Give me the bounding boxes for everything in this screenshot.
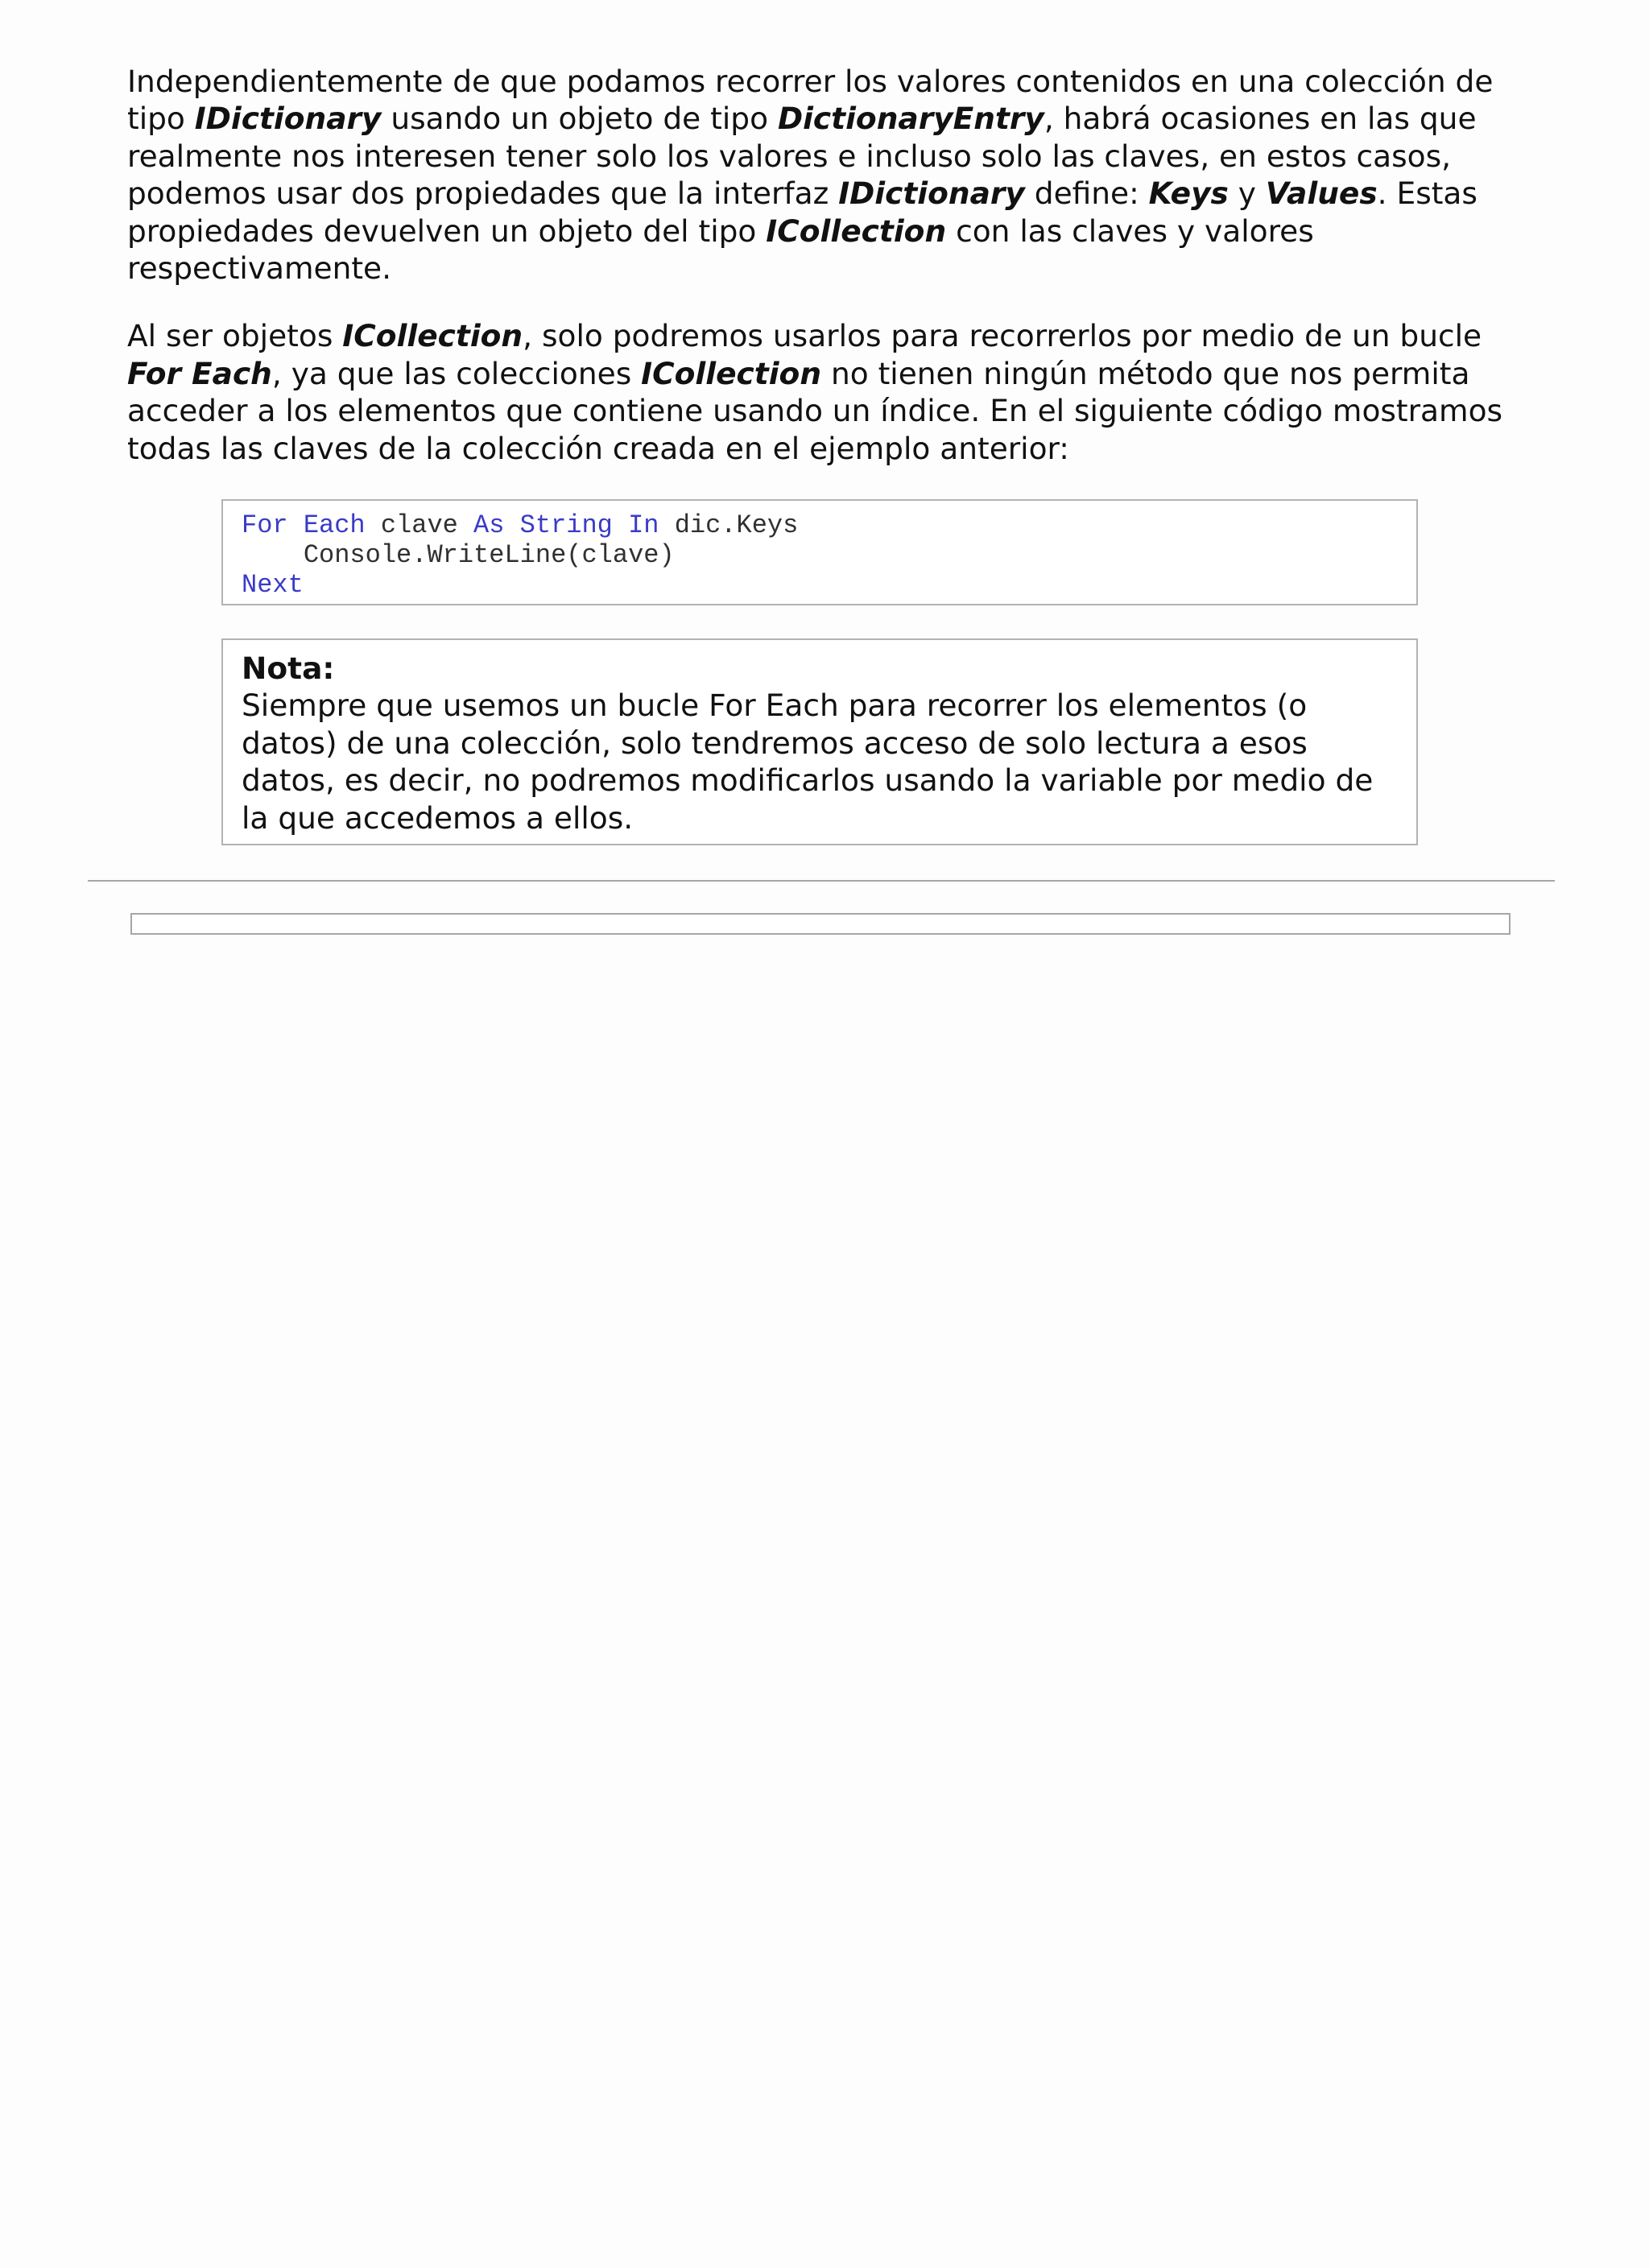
footer-box (130, 913, 1511, 935)
paragraph-text: , habrá ocasiones en las que realmente nos interesen tener solo los valores e incluso solo las claves, en estos casos, podemos usar dos propiedades que la interfaz (127, 101, 1477, 212)
paragraph-text: con las claves y valores respectivamente. (127, 213, 1314, 287)
term-values: Values (1265, 176, 1378, 212)
paragraph-text: no tienen ningún método que nos permita acceder a los elementos que contiene usando un índice. En el siguiente código mostramos todas las claves de la colección creada en el ejemplo anterior: (127, 355, 1503, 466)
term-icollection: ICollection (641, 355, 822, 391)
code-text: Console.WriteLine(clave) (242, 540, 675, 570)
note-box (221, 638, 1418, 845)
document-body (127, 63, 1530, 467)
paragraph-text: , solo podremos usarlos para recorrerlos por medio de un bucle (523, 318, 1482, 354)
code-block (221, 499, 1418, 605)
note-title: Nota: (242, 651, 335, 686)
code-listing (242, 510, 1416, 600)
term-idictionary: IDictionary (838, 176, 1025, 212)
paragraph-text: define: (1024, 176, 1149, 212)
paragraph-text: , ya que las colecciones (271, 355, 642, 391)
term-icollection: ICollection (342, 318, 523, 354)
code-text: dic.Keys (659, 510, 799, 540)
paragraph-text: Independientemente de que podamos recorrer los valores contenidos en una colección de tipo (127, 64, 1494, 137)
paragraph-text: . Estas propiedades devuelven un objeto del tipo (127, 176, 1477, 249)
term-keys: Keys (1148, 176, 1229, 212)
term-dictionaryentry: DictionaryEntry (777, 101, 1044, 137)
term-idictionary: IDictionary (194, 101, 382, 137)
note-body: Siempre que usemos un bucle For Each para recorrer los elementos (o datos) de una colección, solo tendremos acceso de solo lectura a esos datos, es decir, no podremos modificarlos usando la variable por medio de la que accedemos a ellos. (242, 688, 1374, 836)
code-keyword: Next (242, 570, 304, 600)
code-text: clave (365, 510, 474, 540)
term-for-each: For Each (127, 355, 272, 391)
code-keyword: For Each (242, 510, 366, 540)
term-icollection: ICollection (766, 213, 947, 249)
paragraph-intro (127, 63, 1530, 287)
paragraph-text: y (1228, 176, 1266, 212)
paragraph-text: Al ser objetos (127, 318, 343, 354)
paragraph-text: usando un objeto de tipo (381, 101, 778, 137)
horizontal-divider (88, 880, 1555, 882)
code-keyword: As String In (473, 510, 659, 540)
paragraph-icollection (127, 317, 1530, 467)
